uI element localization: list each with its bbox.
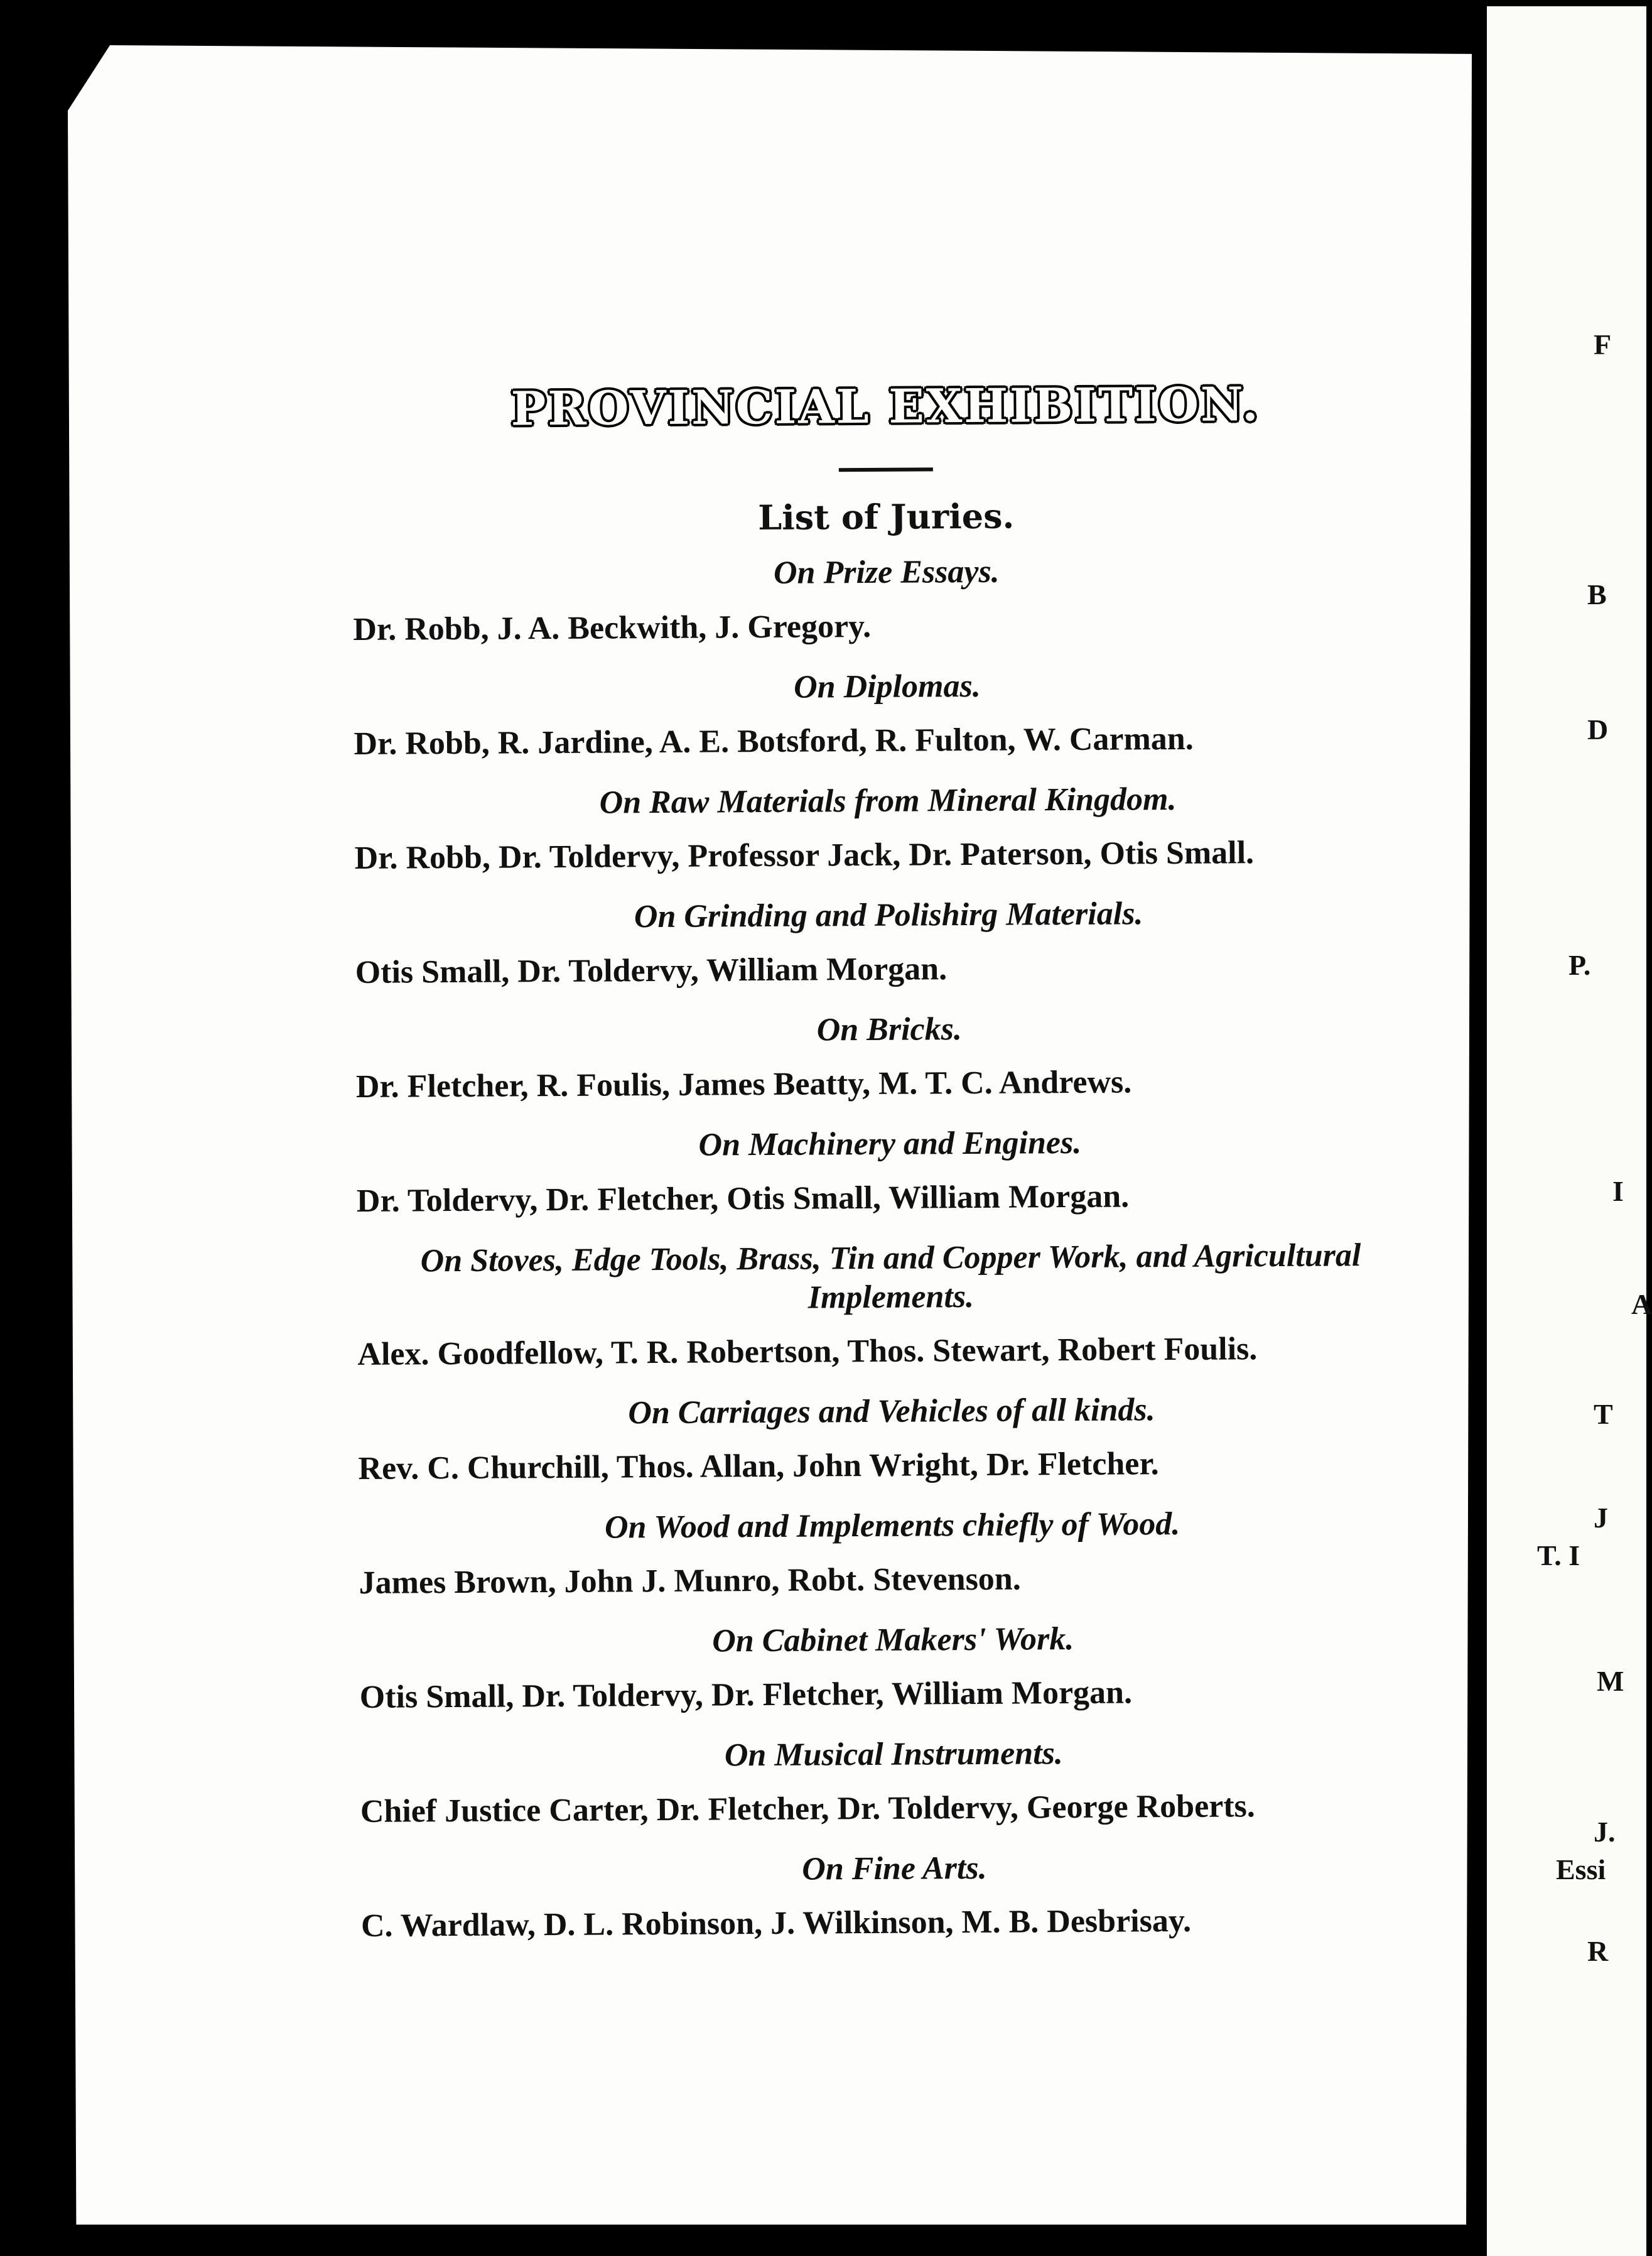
jury-heading: On Prize Essays. xyxy=(773,553,1000,591)
jury-heading: On Machinery and Engines. xyxy=(698,1124,1082,1163)
adjacent-page-fragment: M xyxy=(1597,1665,1624,1697)
jury-heading: On Bricks. xyxy=(816,1011,963,1048)
page-title: PROVINCIAL EXHIBITION. xyxy=(510,377,1261,437)
jury-heading: On Stoves, Edge Tools, Brass, Tin and Copper Work, and Agricultural Implements. xyxy=(420,1237,1361,1316)
jury-members: Otis Small, Dr. Toldervy, William Morgan. xyxy=(355,951,947,990)
adjacent-page xyxy=(1487,6,1652,2256)
jury-members: Dr. Robb, J. A. Beckwith, J. Gregory. xyxy=(353,608,872,648)
adjacent-page-fragment: R xyxy=(1587,1935,1609,1967)
jury-heading: On Wood and Implements chiefly of Wood. xyxy=(604,1505,1180,1546)
page-content xyxy=(352,377,1428,1967)
jury-members: Dr. Toldervy, Dr. Fletcher, Otis Small, William Morgan. xyxy=(356,1178,1130,1219)
jury-members: Chief Justice Carter, Dr. Fletcher, Dr. Toldervy, George Roberts. xyxy=(360,1788,1255,1830)
jury-heading: On Cabinet Makers' Work. xyxy=(712,1621,1074,1659)
jury-members: Rev. C. Churchill, Thos. Allan, John Wright, Dr. Fletcher. xyxy=(358,1446,1159,1487)
adjacent-page-fragment: J xyxy=(1594,1502,1608,1534)
jury-members: James Brown, John J. Munro, Robt. Stevenson. xyxy=(359,1561,1021,1601)
adjacent-page-fragment: Essi xyxy=(1556,1853,1606,1885)
jury-members: Otis Small, Dr. Toldervy, Dr. Fletcher, William Morgan. xyxy=(359,1674,1133,1715)
adjacent-page-fragment: T xyxy=(1594,1398,1613,1430)
jury-heading: On Carriages and Vehicles of all kinds. xyxy=(628,1392,1155,1431)
jury-heading: On Grinding and Polishirg Materials. xyxy=(634,896,1143,935)
jury-heading: On Fine Arts. xyxy=(802,1850,987,1887)
adjacent-page-fragment: J. xyxy=(1594,1816,1616,1848)
adjacent-page-fragment: T. I xyxy=(1537,1539,1580,1571)
jury-members: C. Wardlaw, D. L. Robinson, J. Wilkinson, M. B. Desbrisay. xyxy=(360,1902,1192,1944)
adjacent-page-fragment: B xyxy=(1587,578,1607,610)
adjacent-page-fragment: I xyxy=(1612,1175,1624,1207)
adjacent-page-fragment: P. xyxy=(1568,949,1591,981)
jury-members: Alex. Goodfellow, T. R. Robertson, Thos. Stewart, Robert Foulis. xyxy=(357,1331,1258,1372)
jury-heading: On Diplomas. xyxy=(793,668,981,705)
adjacent-page-fragment: D xyxy=(1587,713,1609,746)
jury-members: Dr. Robb, R. Jardine, A. E. Botsford, R. Fulton, W. Carman. xyxy=(354,720,1194,762)
adjacent-page-fragment: A xyxy=(1631,1288,1652,1320)
jury-heading: On Musical Instruments. xyxy=(724,1735,1064,1774)
jury-members: Dr. Fletcher, R. Foulis, James Beatty, M. T. C. Andrews. xyxy=(355,1064,1132,1105)
title-rule xyxy=(839,467,933,472)
jury-list xyxy=(353,550,1428,1946)
jury-members: Dr. Robb, Dr. Toldervy, Professor Jack, Dr. Paterson, Otis Small. xyxy=(354,835,1255,876)
jury-heading: On Raw Materials from Mineral Kingdom. xyxy=(599,781,1177,821)
list-subtitle: List of Juries. xyxy=(758,496,1015,538)
adjacent-page-fragment: F xyxy=(1594,328,1612,361)
